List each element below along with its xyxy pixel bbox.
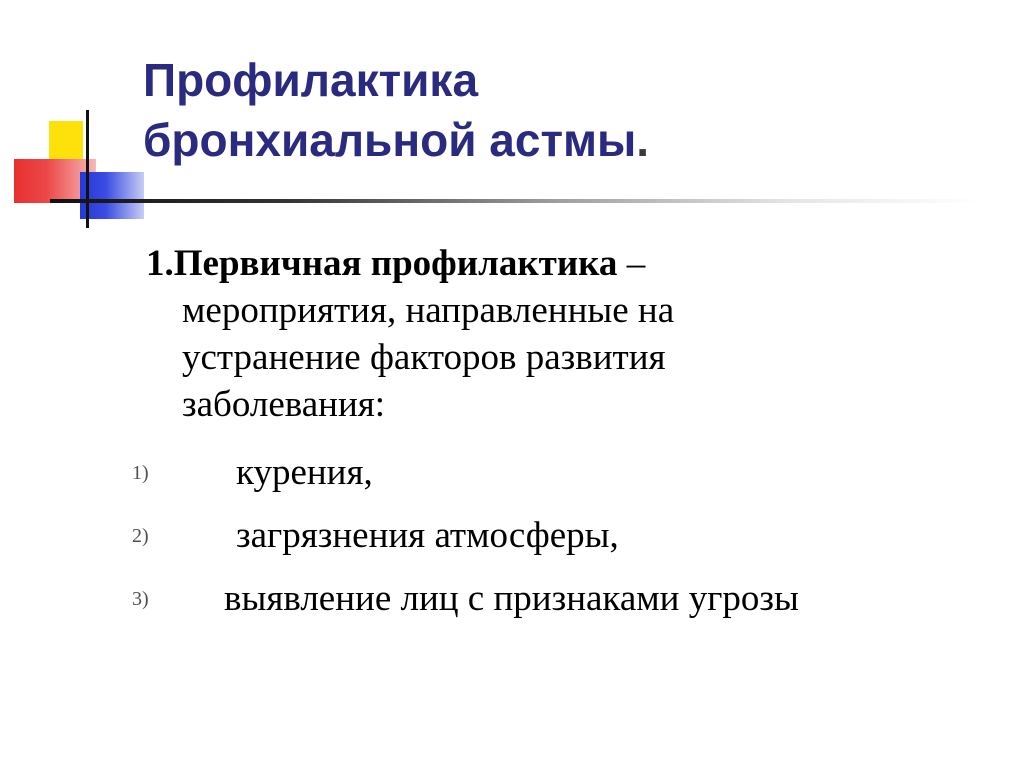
slide-title [143, 50, 983, 170]
decor-vertical-line [86, 110, 89, 228]
list-item-text: загрязнения атмосферы, [236, 515, 619, 556]
list-item-number: 1) [132, 462, 149, 484]
primary-prevention-paragraph [146, 240, 1006, 428]
title-period: . [636, 114, 650, 166]
primary-prevention-heading: 1.Первичная профилактика [146, 243, 618, 284]
definition-line-3: заболевания: [182, 384, 386, 425]
title-line-2-text: бронхиальной астмы [143, 114, 637, 166]
definition-line-2: устранение факторов развития [182, 337, 666, 378]
title-line-1: Профилактика [143, 54, 479, 106]
title-underline [50, 199, 980, 203]
list-item-number: 3) [132, 588, 149, 610]
title-line-2 [143, 110, 983, 170]
slide-body [132, 240, 1006, 619]
list-item-number: 2) [132, 525, 149, 547]
heading-dash: – [617, 243, 646, 284]
list-item-text: выявление лиц с признаками угрозы [224, 578, 799, 619]
list-item-text: курения, [236, 452, 373, 493]
decor-blue-bar [80, 172, 144, 219]
definition-line-1: мероприятия, направленные на [182, 290, 675, 331]
